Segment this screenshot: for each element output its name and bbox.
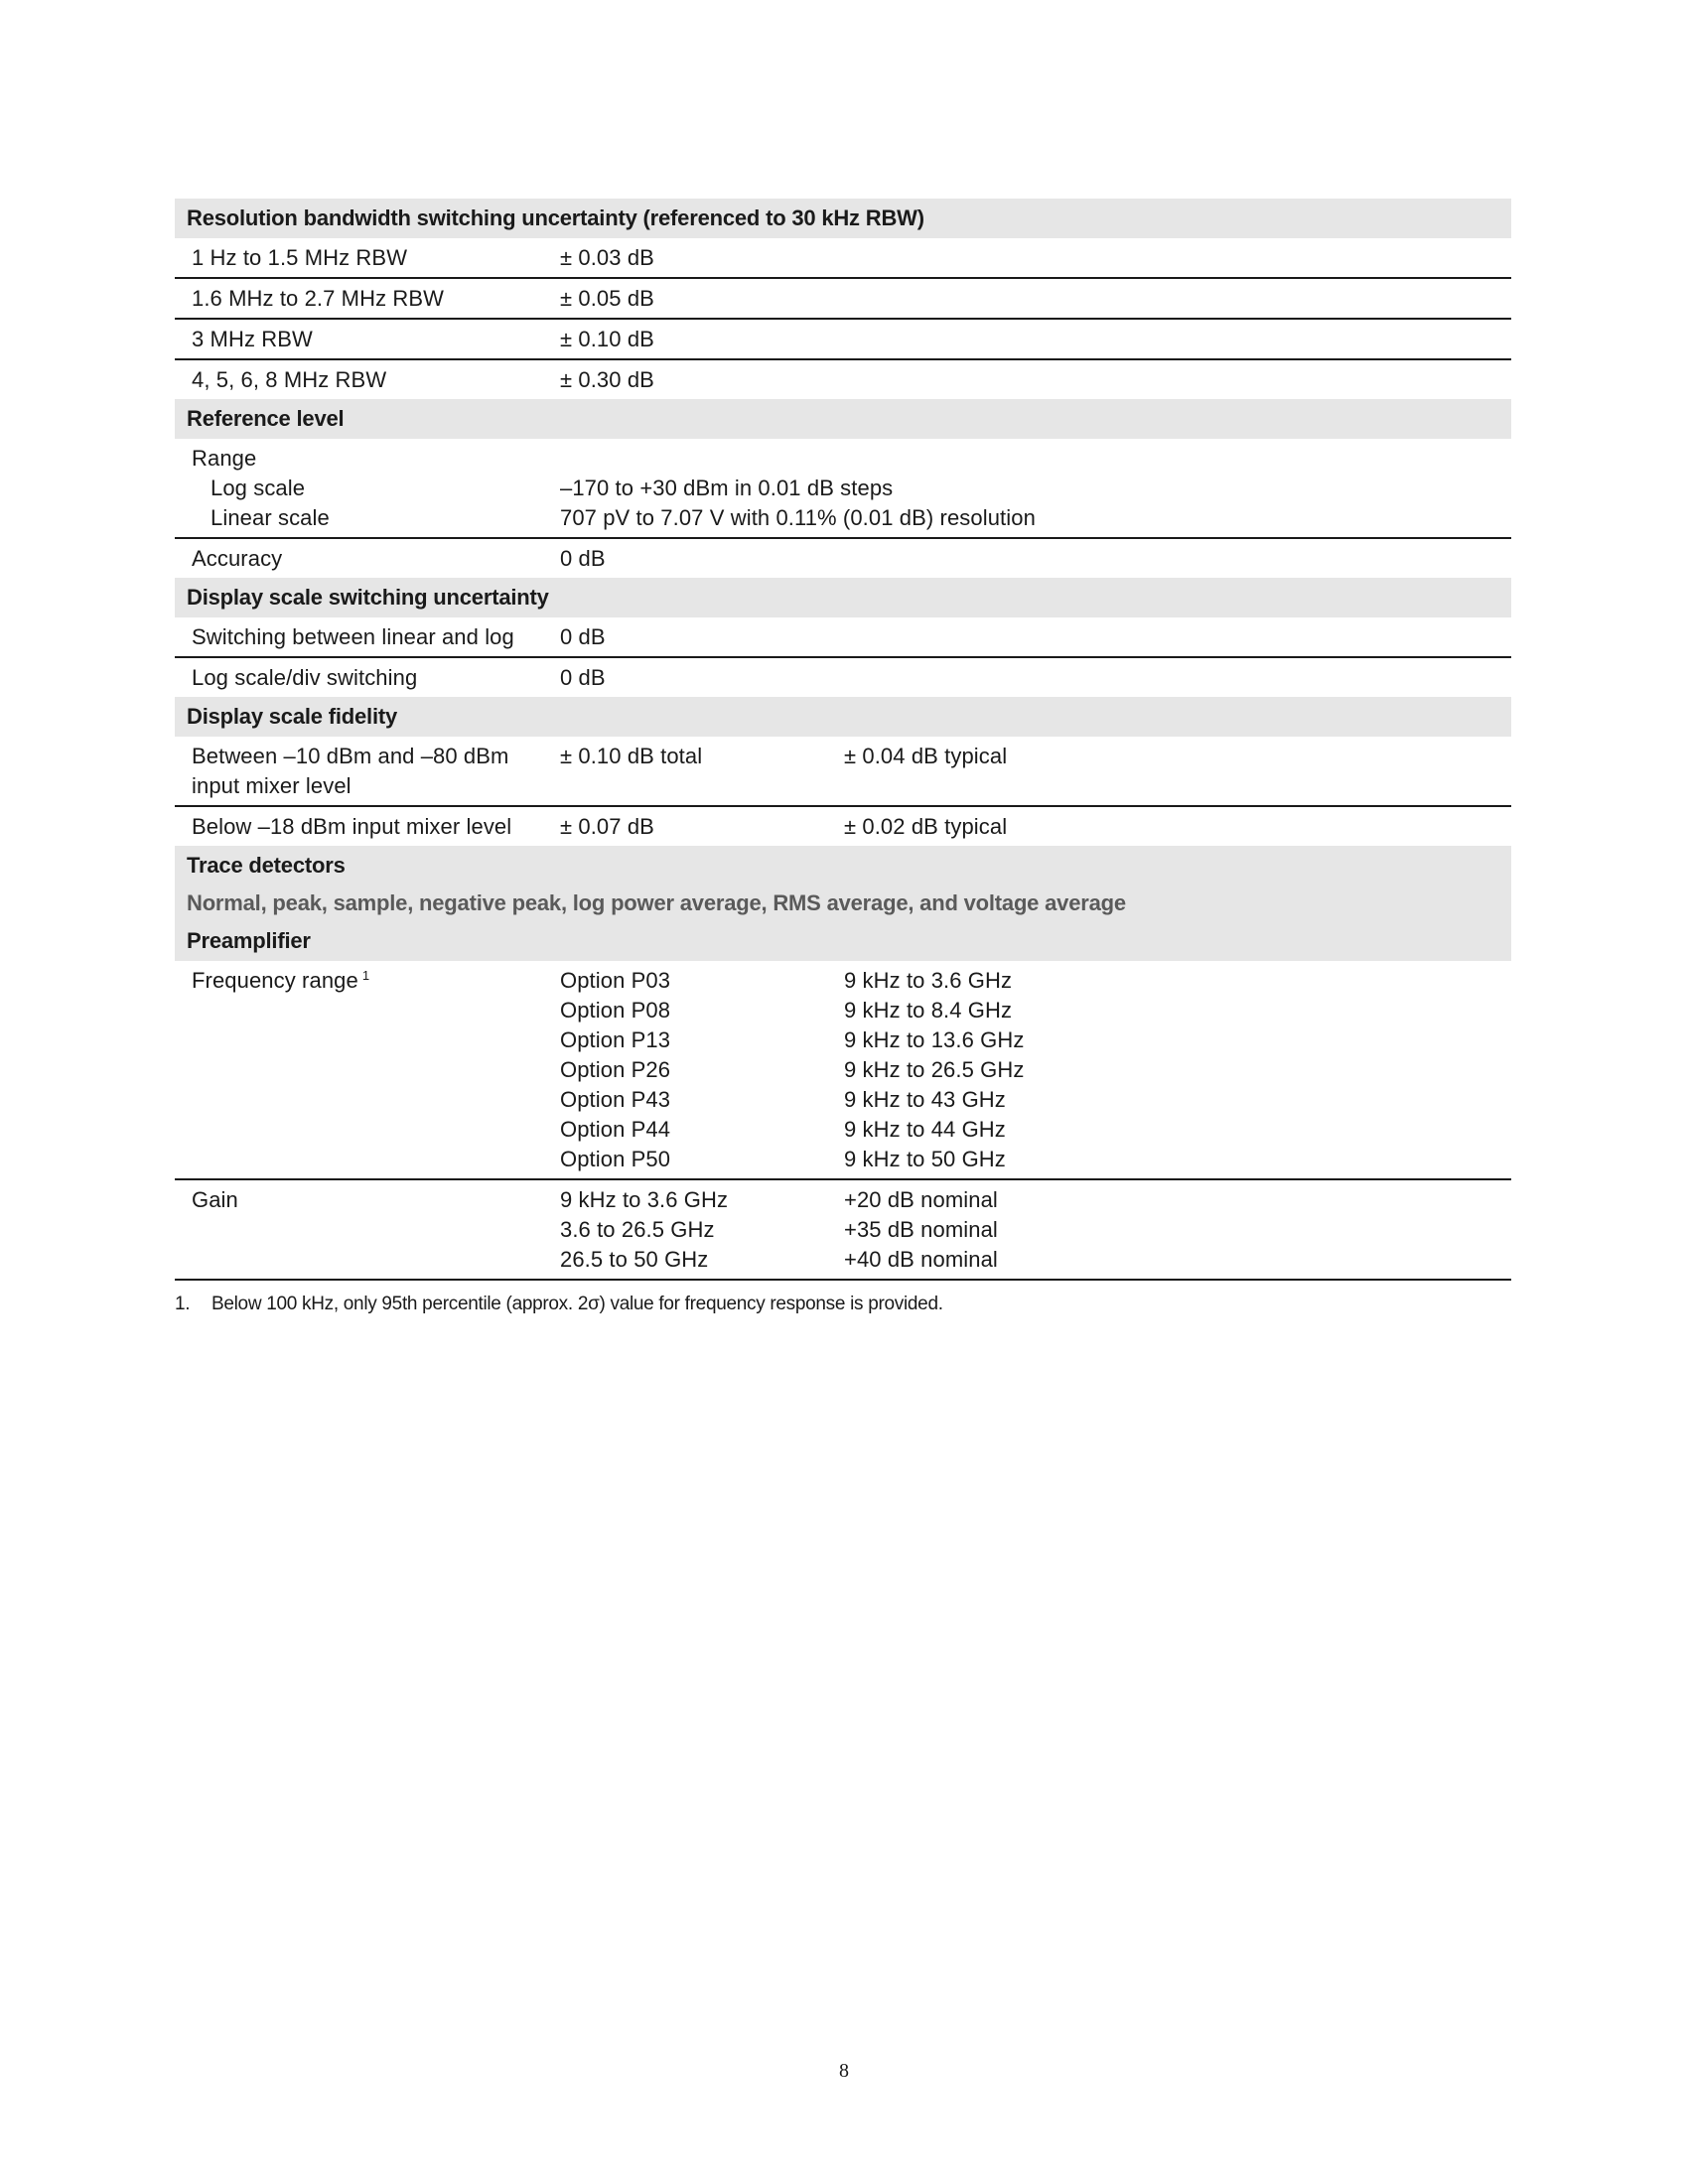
row-value: ± 0.10 dB total bbox=[560, 744, 703, 768]
row-label: Switching between linear and log bbox=[192, 624, 514, 649]
row-value: ± 0.03 dB bbox=[560, 245, 654, 270]
table-row bbox=[175, 238, 1511, 279]
table-row-range bbox=[175, 439, 1511, 539]
table-row bbox=[175, 360, 1511, 399]
row-label: 3 MHz RBW bbox=[192, 327, 313, 351]
section-heading-display-fidelity: Display scale fidelity bbox=[175, 697, 1511, 737]
section-heading-reference-level: Reference level bbox=[175, 399, 1511, 439]
table-row-gain bbox=[175, 1180, 1511, 1281]
row-typical: ± 0.04 dB typical bbox=[844, 744, 1008, 768]
row-typical: ± 0.02 dB typical bbox=[844, 814, 1008, 839]
linear-scale-label: Linear scale bbox=[211, 505, 330, 530]
gain-band: 9 kHz to 3.6 GHz bbox=[560, 1187, 729, 1212]
gain-value: +40 dB nominal bbox=[844, 1247, 998, 1272]
row-label bbox=[175, 742, 560, 801]
row-value: 0 dB bbox=[560, 665, 606, 690]
option-range: 9 kHz to 50 GHz bbox=[844, 1147, 1006, 1171]
spec-table bbox=[175, 199, 1511, 1316]
gain-band: 26.5 to 50 GHz bbox=[560, 1247, 709, 1272]
row-value: ± 0.10 dB bbox=[560, 327, 654, 351]
option-name: Option P08 bbox=[560, 998, 671, 1023]
section-heading-preamplifier: Preamplifier bbox=[175, 921, 1511, 961]
range-values bbox=[560, 444, 1511, 533]
page-number: 8 bbox=[839, 2060, 849, 2082]
frequency-range-label bbox=[175, 966, 560, 1174]
gain-value: +35 dB nominal bbox=[844, 1217, 998, 1242]
gain-band: 3.6 to 26.5 GHz bbox=[560, 1217, 715, 1242]
option-name: Option P43 bbox=[560, 1087, 671, 1112]
label-line: Between –10 dBm and –80 dBm bbox=[192, 744, 509, 768]
section-heading-trace-detectors: Trace detectors bbox=[175, 846, 1511, 886]
option-name: Option P26 bbox=[560, 1057, 671, 1082]
row-label: Below –18 dBm input mixer level bbox=[192, 814, 512, 839]
section-heading-rbw: Resolution bandwidth switching uncertainty (referenced to 30 kHz RBW) bbox=[175, 199, 1511, 238]
table-row-accuracy bbox=[175, 539, 1511, 578]
option-list bbox=[560, 966, 844, 1174]
table-row bbox=[175, 807, 1511, 846]
option-range: 9 kHz to 43 GHz bbox=[844, 1087, 1006, 1112]
log-scale-value: –170 to +30 dBm in 0.01 dB steps bbox=[560, 476, 894, 500]
row-label: 1.6 MHz to 2.7 MHz RBW bbox=[192, 286, 445, 311]
gain-value-list bbox=[844, 1185, 1511, 1275]
table-row bbox=[175, 617, 1511, 658]
range-labels bbox=[175, 444, 560, 533]
gain-value: +20 dB nominal bbox=[844, 1187, 998, 1212]
gain-band-list bbox=[560, 1185, 844, 1275]
label-line: input mixer level bbox=[192, 773, 352, 798]
option-range: 9 kHz to 13.6 GHz bbox=[844, 1027, 1025, 1052]
table-row-frequency-range bbox=[175, 961, 1511, 1180]
range-label: Range bbox=[192, 446, 257, 471]
log-scale-label: Log scale bbox=[211, 476, 306, 500]
row-label: 4, 5, 6, 8 MHz RBW bbox=[192, 367, 387, 392]
row-label: 1 Hz to 1.5 MHz RBW bbox=[192, 245, 408, 270]
row-value: ± 0.05 dB bbox=[560, 286, 654, 311]
option-range: 9 kHz to 44 GHz bbox=[844, 1117, 1006, 1142]
table-row bbox=[175, 279, 1511, 320]
option-range: 9 kHz to 8.4 GHz bbox=[844, 998, 1013, 1023]
row-label: Log scale/div switching bbox=[192, 665, 418, 690]
option-name: Option P03 bbox=[560, 968, 671, 993]
gain-label: Gain bbox=[192, 1187, 238, 1212]
row-value: ± 0.07 dB bbox=[560, 814, 654, 839]
table-row bbox=[175, 320, 1511, 360]
accuracy-value: 0 dB bbox=[560, 546, 606, 571]
footnote-text: Below 100 kHz, only 95th percentile (approx. 2σ) value for frequency response is provided. bbox=[211, 1294, 943, 1314]
section-heading-display-switching: Display scale switching uncertainty bbox=[175, 578, 1511, 617]
label-text: Frequency range bbox=[192, 968, 358, 993]
footnote-ref: 1 bbox=[361, 967, 370, 983]
footnote-number: 1. bbox=[175, 1294, 191, 1314]
option-name: Option P50 bbox=[560, 1147, 671, 1171]
linear-scale-value: 707 pV to 7.07 V with 0.11% (0.01 dB) resolution bbox=[560, 505, 1036, 530]
accuracy-label: Accuracy bbox=[192, 546, 283, 571]
table-row bbox=[175, 658, 1511, 697]
table-row bbox=[175, 737, 1511, 807]
row-value: 0 dB bbox=[560, 624, 606, 649]
option-range-list bbox=[844, 966, 1511, 1174]
footnote bbox=[175, 1293, 1511, 1316]
option-name: Option P13 bbox=[560, 1027, 671, 1052]
option-name: Option P44 bbox=[560, 1117, 671, 1142]
option-range: 9 kHz to 3.6 GHz bbox=[844, 968, 1013, 993]
option-range: 9 kHz to 26.5 GHz bbox=[844, 1057, 1025, 1082]
trace-detectors-text: Normal, peak, sample, negative peak, log power average, RMS average, and voltage average bbox=[175, 886, 1511, 921]
row-value: ± 0.30 dB bbox=[560, 367, 654, 392]
